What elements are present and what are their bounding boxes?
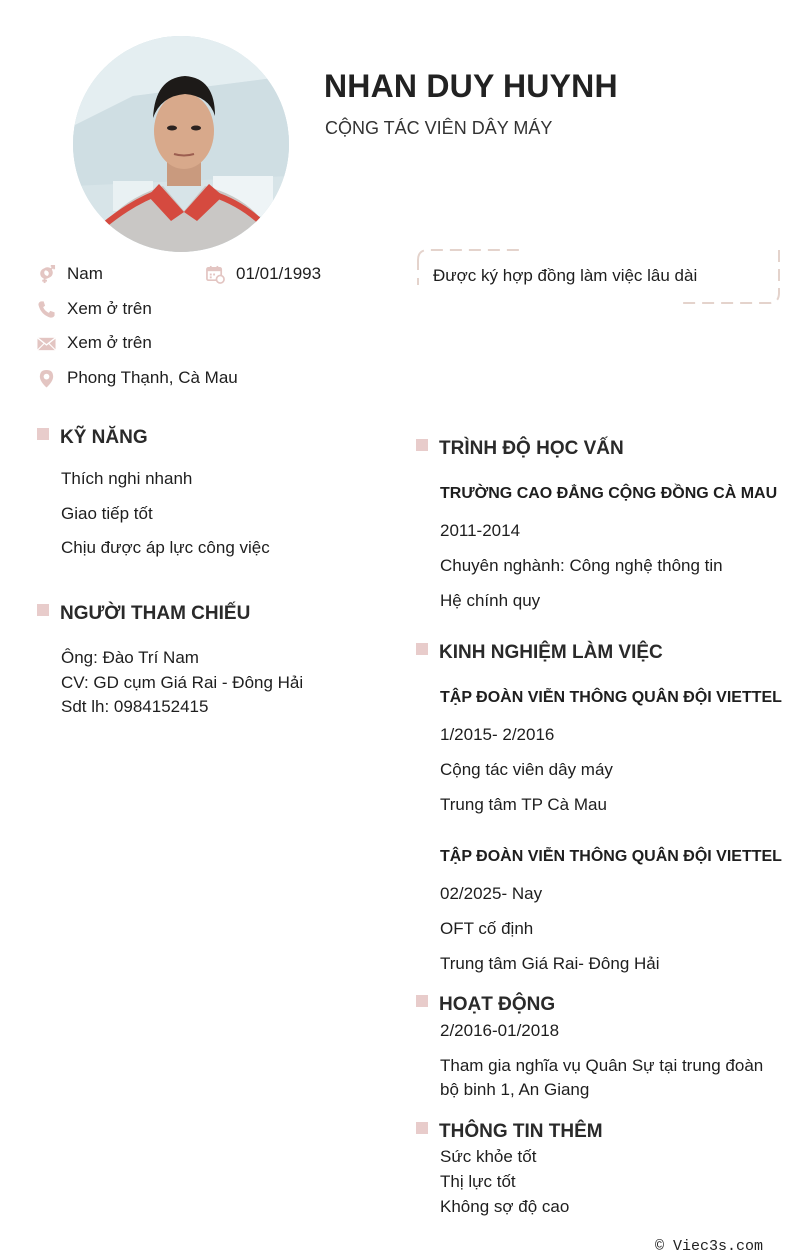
career-objective-box [417,248,780,305]
section-marker-icon [37,604,49,616]
contact-phone [36,299,152,319]
section-skills-heading [37,427,148,449]
profile-photo [73,36,289,252]
gender-value: Nam [67,264,103,283]
job-role: Cộng tác viên dây máy [440,760,613,779]
section-education-heading [416,438,624,460]
section-additional-heading [416,1121,603,1143]
gender-icon [36,264,56,284]
email-value: Xem ở trên [67,333,152,352]
section-title: KỸ NĂNG [60,427,148,448]
section-marker-icon [416,995,428,1007]
copyright-footer: © Viec3s.com [655,1238,764,1255]
job-period: 02/2025- Nay [440,884,543,903]
objective-text: Được ký hợp đồng làm việc lâu dài [433,266,698,285]
section-marker-icon [416,643,428,655]
address-value: Phong Thạnh, Cà Mau [67,368,238,387]
section-marker-icon [37,428,49,440]
job-company: TẬP ĐOÀN VIỄN THÔNG QUÂN ĐỘI VIETTEL [440,848,782,865]
phone-icon [36,299,56,319]
reference-line: CV: GD cụm Giá Rai - Đông Hải [61,673,304,692]
section-title: NGƯỜI THAM CHIẾU [60,603,251,624]
skill-item: Chịu được áp lực công việc [61,538,270,557]
contact-gender [36,264,103,284]
education-mode: Hệ chính quy [440,591,541,610]
contact-email [36,333,152,353]
contact-address [36,368,238,388]
reference-line: Sdt lh: 0984152415 [61,697,209,716]
section-title: HOẠT ĐỘNG [439,994,556,1015]
section-marker-icon [416,1122,428,1134]
avatar [73,36,289,252]
candidate-name: NHAN DUY HUYNH [324,68,618,104]
calendar-icon [205,264,225,284]
job-location: Trung tâm TP Cà Mau [440,795,607,814]
job-location: Trung tâm Giá Rai- Đông Hải [440,954,660,973]
additional-item: Thị lực tốt [440,1172,516,1191]
job-title: CỘNG TÁC VIÊN DÂY MÁY [325,118,553,138]
location-icon [36,368,56,388]
activity-description: Tham gia nghĩa vụ Quân Sự tại trung đoàn [440,1056,764,1075]
phone-value: Xem ở trên [67,299,152,318]
additional-item: Không sợ độ cao [440,1197,570,1216]
job-period: 1/2015- 2/2016 [440,725,555,744]
activity-description: bộ binh 1, An Giang [440,1080,590,1099]
section-title: THÔNG TIN THÊM [439,1121,603,1142]
skill-item: Giao tiếp tốt [61,504,153,523]
birthday-value: 01/01/1993 [236,264,322,283]
section-experience-heading [416,642,663,664]
section-activities-heading [416,994,555,1016]
education-major: Chuyên nghành: Công nghệ thông tin [440,556,723,575]
job-role: OFT cố định [440,919,534,938]
section-title: KINH NGHIỆM LÀM VIỆC [439,642,663,663]
activity-period: 2/2016-01/2018 [440,1021,560,1040]
mail-icon [36,333,56,353]
additional-item: Sức khỏe tốt [440,1147,537,1166]
section-title: TRÌNH ĐỘ HỌC VẤN [439,438,624,459]
job-company: TẬP ĐOÀN VIỄN THÔNG QUÂN ĐỘI VIETTEL [440,689,782,706]
education-period: 2011-2014 [440,521,521,540]
skill-item: Thích nghi nhanh [61,469,193,488]
reference-line: Ông: Đào Trí Nam [61,648,199,667]
section-references-heading [37,603,250,625]
contact-birthday [205,264,321,284]
school-name: TRƯỜNG CAO ĐẲNG CỘNG ĐỒNG CÀ MAU [440,485,778,502]
section-marker-icon [416,439,428,451]
